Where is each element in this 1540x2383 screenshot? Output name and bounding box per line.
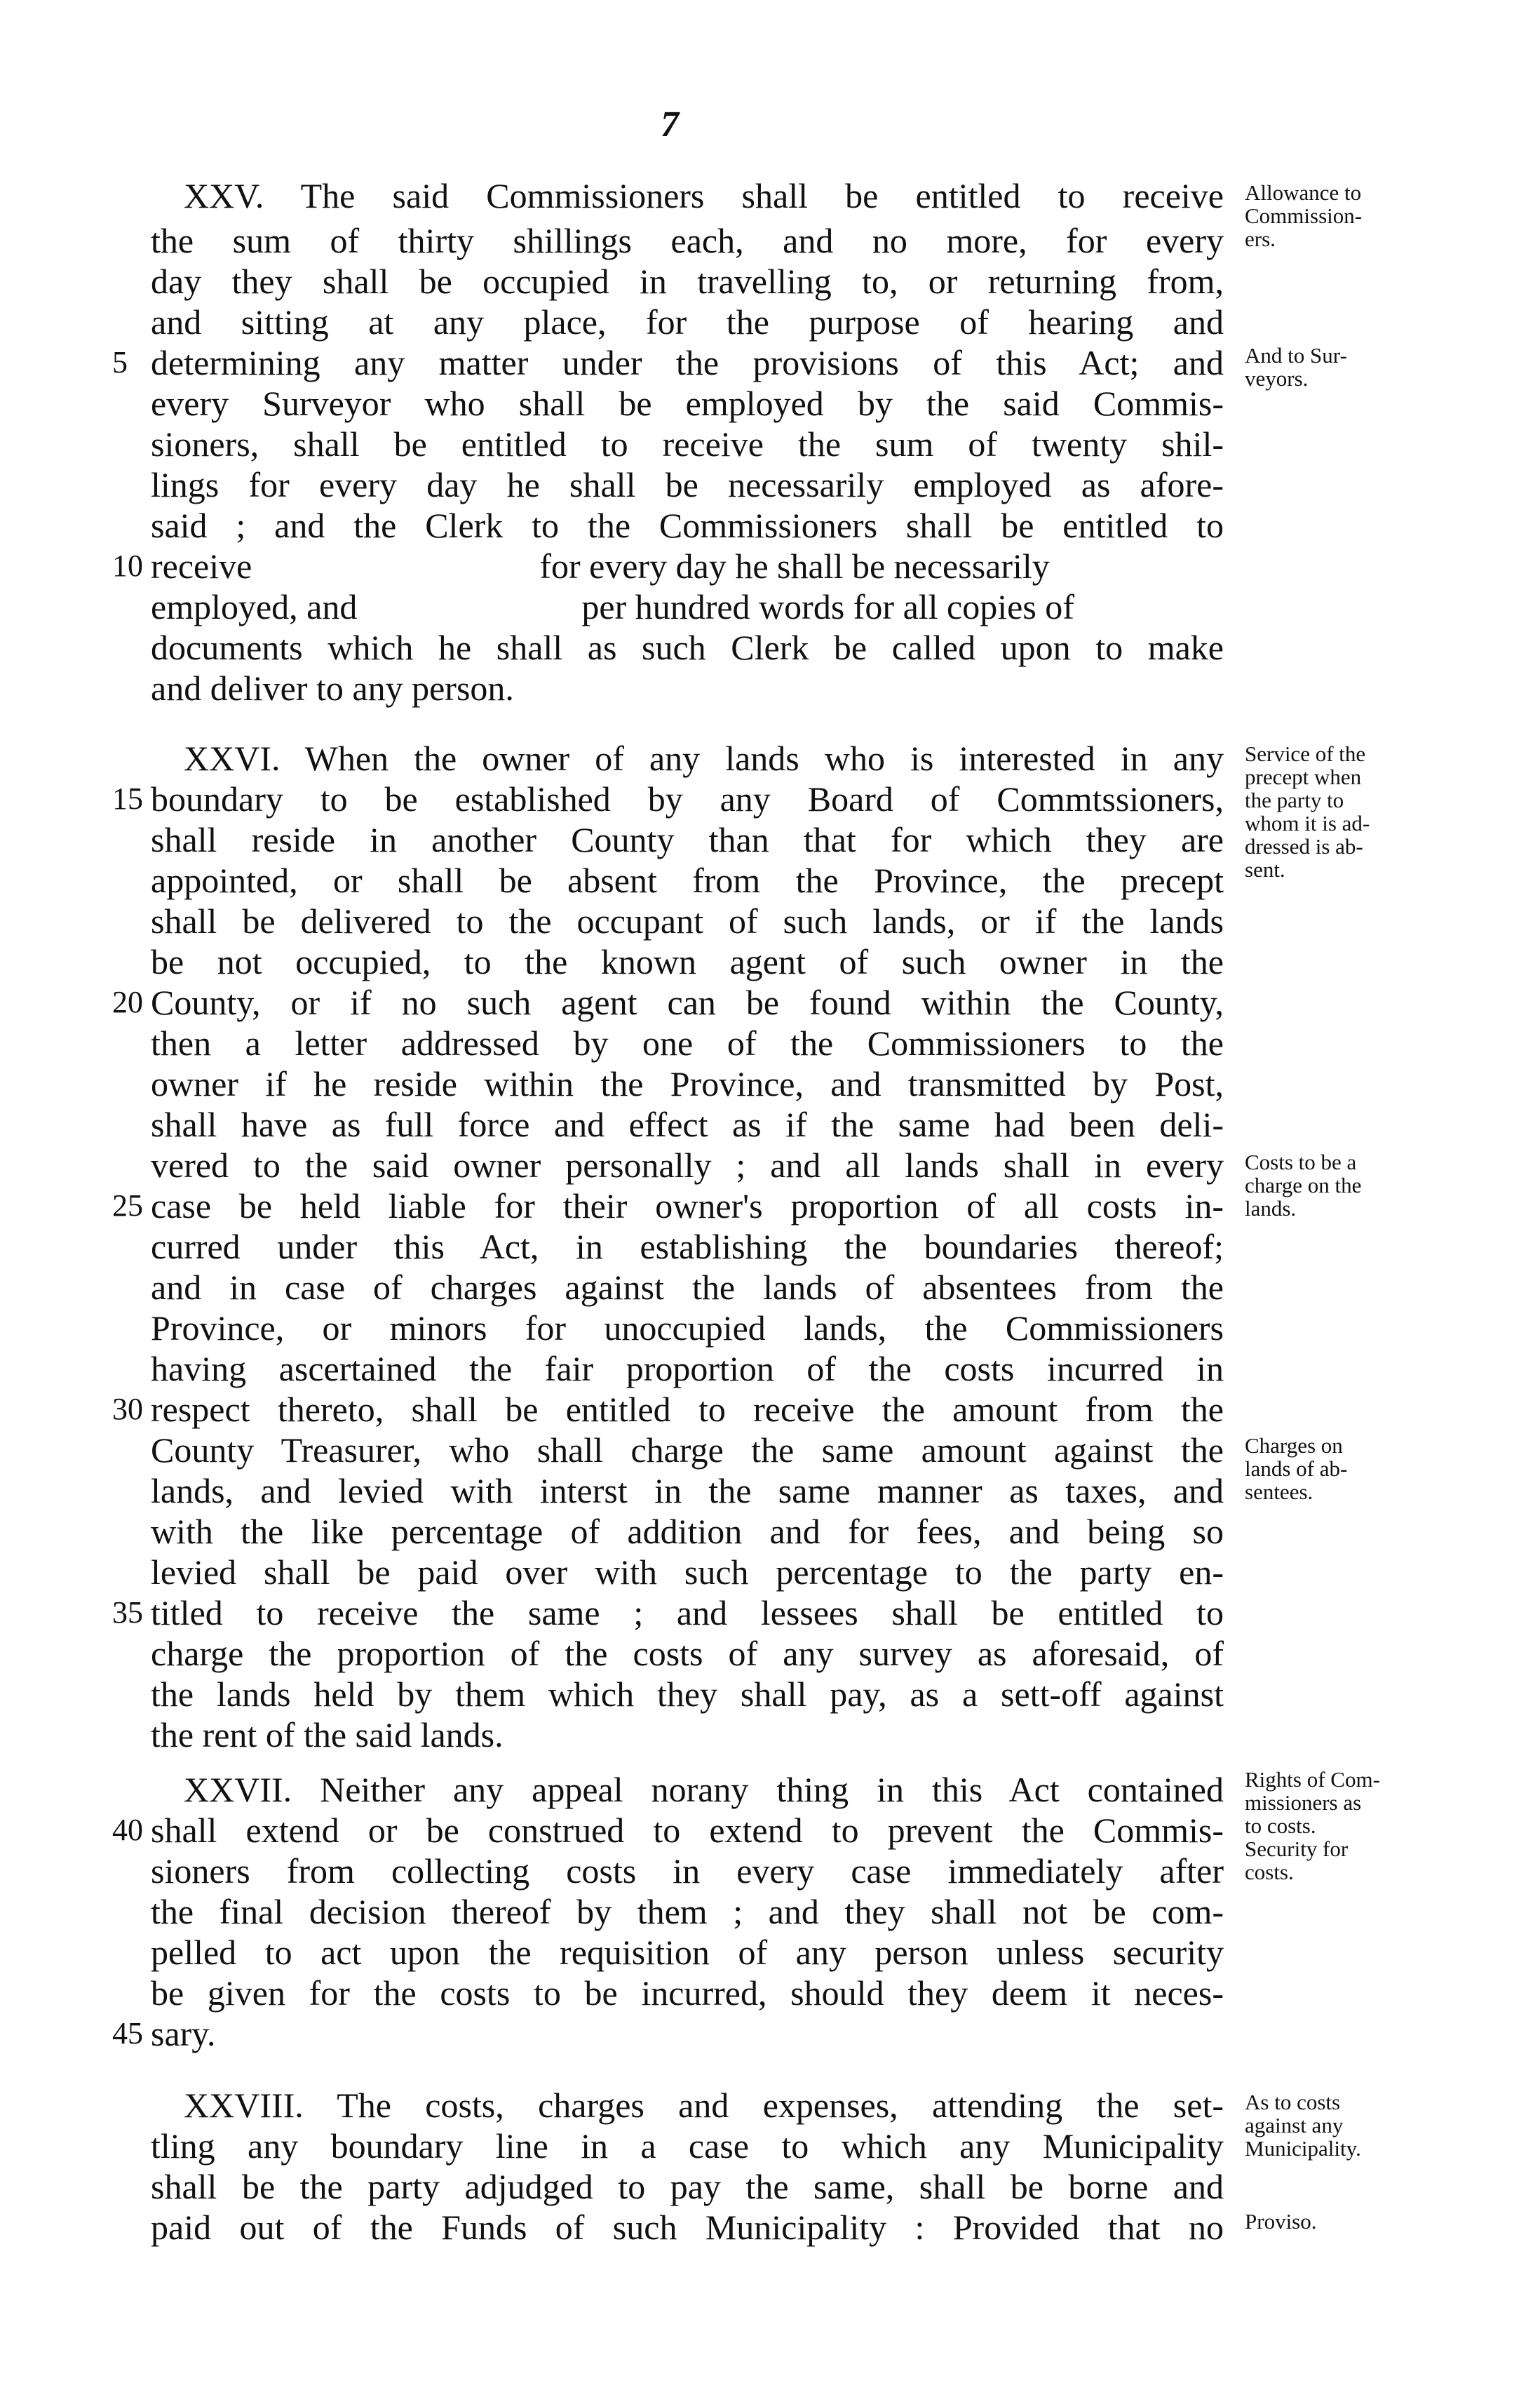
margin-note-line: lands.: [1245, 1196, 1297, 1221]
text-line: lands, and levied with interst in the same manner as taxes, and: [151, 1471, 1224, 1510]
text-line: with the like percentage of addition and for fees, and being so: [151, 1512, 1224, 1551]
margin-note-line: Commission-: [1245, 203, 1363, 228]
text-line: the final decision thereof by them ; and they shall not be com-: [151, 1892, 1224, 1931]
margin-note-line: Municipality.: [1245, 2136, 1361, 2161]
text-line: owner if he reside within the Province, and transmitted by Post,: [151, 1064, 1224, 1103]
text-line: and deliver to any person.: [151, 669, 514, 708]
line-number: 30: [112, 1392, 143, 1426]
margin-note-line: And to Sur-: [1245, 343, 1347, 368]
text-line: tling any boundary line in a case to which any Municipality: [151, 2126, 1224, 2166]
text-line: then a letter addressed by one of the Commissioners to the: [151, 1023, 1224, 1063]
text-segment: for every day he shall be necessarily: [539, 546, 1050, 586]
margin-note-line: Costs to be a: [1245, 1150, 1357, 1174]
text-line: and sitting at any place, for the purpose of hearing and: [151, 302, 1224, 342]
text-segment: receive: [151, 546, 252, 586]
margin-note-line: missioners as: [1245, 1790, 1362, 1815]
margin-note-line: As to costs: [1245, 2090, 1341, 2114]
margin-note-line: Charges on: [1245, 1433, 1343, 1458]
line-number: 20: [112, 985, 143, 1019]
margin-note-line: Service of the: [1245, 741, 1366, 766]
text-line: said ; and the Clerk to the Commissioners shall be entitled to: [151, 506, 1224, 545]
line-number: 5: [112, 345, 128, 380]
line-number: 10: [112, 549, 143, 583]
text-line: shall be the party adjudged to pay the same, shall be borne and: [151, 2167, 1224, 2206]
margin-note-line: to costs.: [1245, 1813, 1316, 1838]
margin-note-line: sentees.: [1245, 1479, 1313, 1504]
margin-note-line: veyors.: [1245, 366, 1309, 391]
text-line: pelled to act upon the requisition of any person unless security: [151, 1933, 1224, 1972]
text-line: be not occupied, to the known agent of such owner in the: [151, 942, 1224, 981]
text-line: documents which he shall as such Clerk be called upon to make: [151, 628, 1224, 667]
margin-note-line: against any: [1245, 2113, 1344, 2137]
text-line: having ascertained the fair proportion of the costs incurred in: [151, 1349, 1224, 1388]
margin-note-line: charge on the: [1245, 1173, 1362, 1197]
text-line: paid out of the Funds of such Municipality : Provided that no: [151, 2208, 1224, 2247]
margin-note-line: precept when: [1245, 765, 1362, 789]
text-line: [151, 586, 1224, 629]
text-line: determining any matter under the provisions of this Act; and: [151, 343, 1224, 382]
text-line: and in case of charges against the lands of absentees from the: [151, 1268, 1224, 1307]
text-line: appointed, or shall be absent from the Province, the precept: [151, 861, 1224, 900]
text-line: sioners, shall be entitled to receive the sum of twenty shil-: [151, 424, 1224, 464]
text-line: shall reside in another County than that for which they are: [151, 820, 1224, 859]
margin-note-line: Allowance to: [1245, 180, 1362, 205]
text-line: County Treasurer, who shall charge the same amount against the: [151, 1430, 1224, 1470]
text-line: case be held liable for their owner's proportion of all costs in-: [151, 1186, 1224, 1226]
margin-note-line: lands of ab-: [1245, 1456, 1348, 1481]
line-number: 15: [112, 781, 143, 816]
text-line: XXVII. Neither any appeal norany thing in this Act contained: [184, 1770, 1224, 1809]
text-line: Province, or minors for unoccupied lands, the Commissioners: [151, 1308, 1224, 1348]
margin-note-line: Security for: [1245, 1837, 1349, 1861]
text-line: XXV. The said Commissioners shall be entitled to receive: [184, 176, 1224, 215]
text-line: XXVIII. The costs, charges and expenses, attending the set-: [184, 2086, 1224, 2125]
text-line: lings for every day he shall be necessarily employed as afore-: [151, 465, 1224, 504]
page-number: 7: [661, 105, 679, 145]
margin-note-line: whom it is ad-: [1245, 811, 1370, 835]
text-line: XXVI. When the owner of any lands who is interested in any: [184, 739, 1224, 778]
line-number: 45: [112, 2016, 143, 2050]
text-line: day they shall be occupied in travelling to, or returning from,: [151, 262, 1224, 301]
text-line: sioners from collecting costs in every case immediately after: [151, 1851, 1224, 1891]
text-line: levied shall be paid over with such percentage to the party en-: [151, 1552, 1224, 1592]
margin-note-line: dressed is ab-: [1245, 834, 1363, 859]
text-line: County, or if no such agent can be found within the County,: [151, 983, 1224, 1022]
text-line: the sum of thirty shillings each, and no more, for every: [151, 221, 1224, 260]
line-number: 25: [112, 1188, 143, 1223]
text-line: curred under this Act, in establishing the boundaries thereof;: [151, 1227, 1224, 1266]
text-line: be given for the costs to be incurred, should they deem it neces-: [151, 1973, 1224, 2013]
text-line: titled to receive the same ; and lessees shall be entitled to: [151, 1593, 1224, 1632]
text-segment: employed, and: [151, 587, 358, 626]
text-line: every Surveyor who shall be employed by the said Commis-: [151, 384, 1224, 423]
text-line: respect thereto, shall be entitled to receive the amount from the: [151, 1390, 1224, 1429]
text-line: shall extend or be construed to extend to prevent the Commis-: [151, 1811, 1224, 1850]
margin-note-line: the party to: [1245, 788, 1344, 812]
text-line: sary.: [151, 2014, 216, 2053]
text-line: the rent of the said lands.: [151, 1715, 504, 1754]
line-number: 35: [112, 1595, 143, 1630]
text-line: boundary to be established by any Board of Commtssioners,: [151, 779, 1224, 819]
text-line: shall be delivered to the occupant of such lands, or if the lands: [151, 901, 1224, 941]
margin-note-line: sent.: [1245, 857, 1285, 882]
margin-note-line: Rights of Com-: [1245, 1767, 1380, 1792]
margin-note-line: costs.: [1245, 1860, 1294, 1884]
text-line: the lands held by them which they shall pay, as a sett-off against: [151, 1674, 1224, 1714]
text-line: charge the proportion of the costs of any survey as aforesaid, of: [151, 1634, 1224, 1673]
text-line: [151, 546, 1224, 588]
text-line: shall have as full force and effect as if the same had been deli-: [151, 1105, 1224, 1144]
line-number: 40: [112, 1813, 143, 1847]
text-segment: per hundred words for all copies of: [581, 587, 1074, 626]
margin-note-line: Proviso.: [1245, 2209, 1317, 2234]
margin-note-line: ers.: [1245, 227, 1276, 251]
text-line: vered to the said owner personally ; and all lands shall in every: [151, 1146, 1224, 1185]
